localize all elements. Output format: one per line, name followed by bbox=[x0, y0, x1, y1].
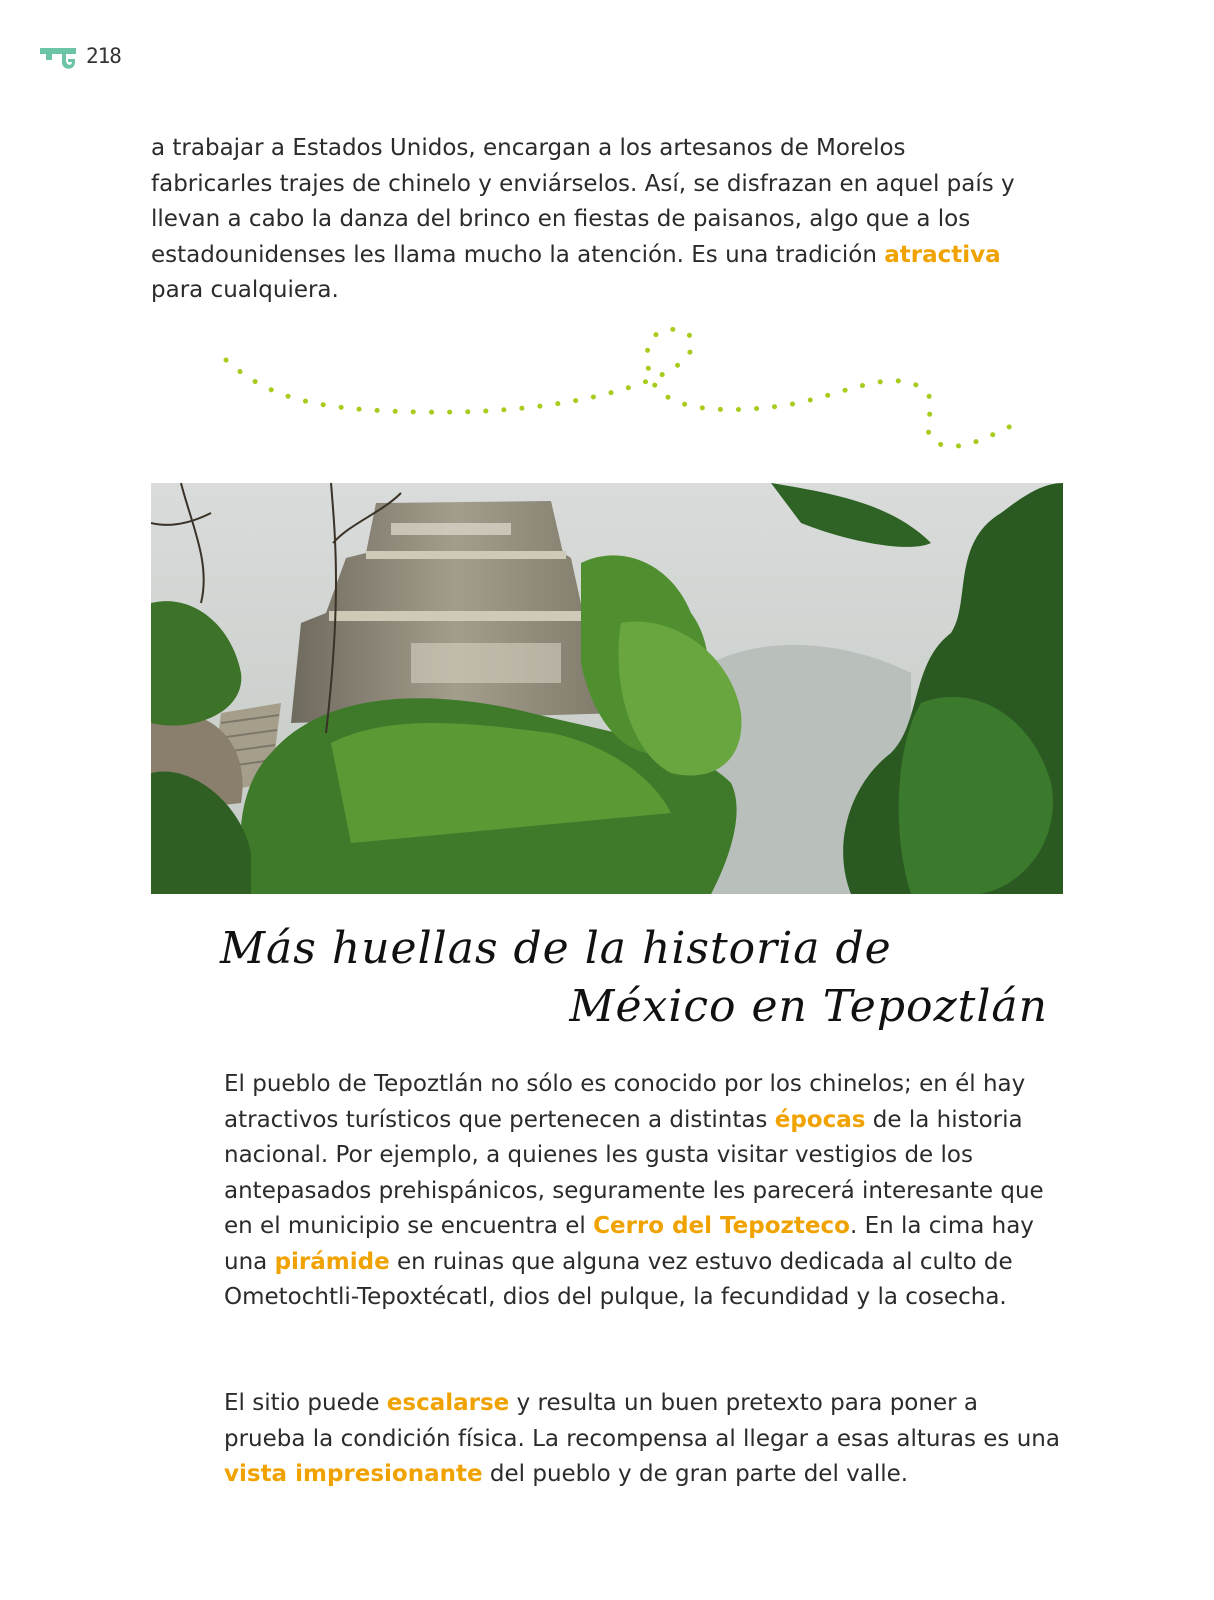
intro-text: a trabajar a Estados Unidos, encargan a los artesanos de Morelos fabricarles trajes de chinelo y enviárselos. Así, se disfrazan en aquel país y llevan a cabo la danza del brinco en fiestas de paisanos, algo que a los estadounidenses les llama mucho la atención. Es una tradición bbox=[151, 135, 1015, 268]
greek-fret-icon bbox=[38, 44, 78, 74]
body-paragraph-1 bbox=[224, 1067, 1064, 1316]
section-title bbox=[220, 920, 1060, 1036]
highlight-term: épocas bbox=[774, 1106, 866, 1133]
paragraph-text: del pueblo y de gran parte del valle. bbox=[482, 1461, 909, 1487]
body-paragraph-2 bbox=[224, 1386, 1064, 1493]
paragraph-text: El sitio puede bbox=[224, 1390, 387, 1416]
paragraph-text: en ruinas que alguna vez estuvo dedicada al culto de Ometochtli-Tepoxtécatl, dios del pulque, la fecundidad y la cosecha. bbox=[224, 1248, 1013, 1310]
highlight-term: vista impresionante bbox=[224, 1461, 483, 1487]
paragraph-text: . En la cima hay una bbox=[224, 1213, 1034, 1275]
section-title-line-1: Más huellas de la historia de bbox=[220, 923, 892, 974]
highlight-term: pirámide bbox=[274, 1248, 390, 1275]
section-title-line-2: México en Tepoztlán bbox=[569, 981, 1048, 1032]
paragraph-text: de la historia nacional. Por ejemplo, a quienes les gusta visitar vestigios de los antepasados prehispánicos, seguramente les parecerá interesante que en el municipio se encuentra el bbox=[224, 1106, 1044, 1239]
tepozteco-pyramid-photo bbox=[151, 483, 1063, 894]
intro-paragraph bbox=[151, 131, 1031, 309]
highlight-term: atractiva bbox=[884, 241, 1001, 268]
paragraph-text: El pueblo de Tepoztlán no sólo es conocido por los chinelos; en él hay atractivos turísticos que pertenecen a distintas bbox=[224, 1071, 1026, 1133]
highlight-term: Cerro del Tepozteco bbox=[593, 1213, 850, 1239]
dotted-line-decoration bbox=[0, 310, 1214, 470]
highlight-term: escalarse bbox=[386, 1390, 510, 1416]
intro-text: para cualquiera. bbox=[151, 277, 339, 303]
page-number: 218 bbox=[86, 44, 121, 68]
paragraph-text: y resulta un buen pretexto para poner a prueba la condición física. La recompensa al llegar a esas alturas es una bbox=[224, 1390, 1060, 1452]
